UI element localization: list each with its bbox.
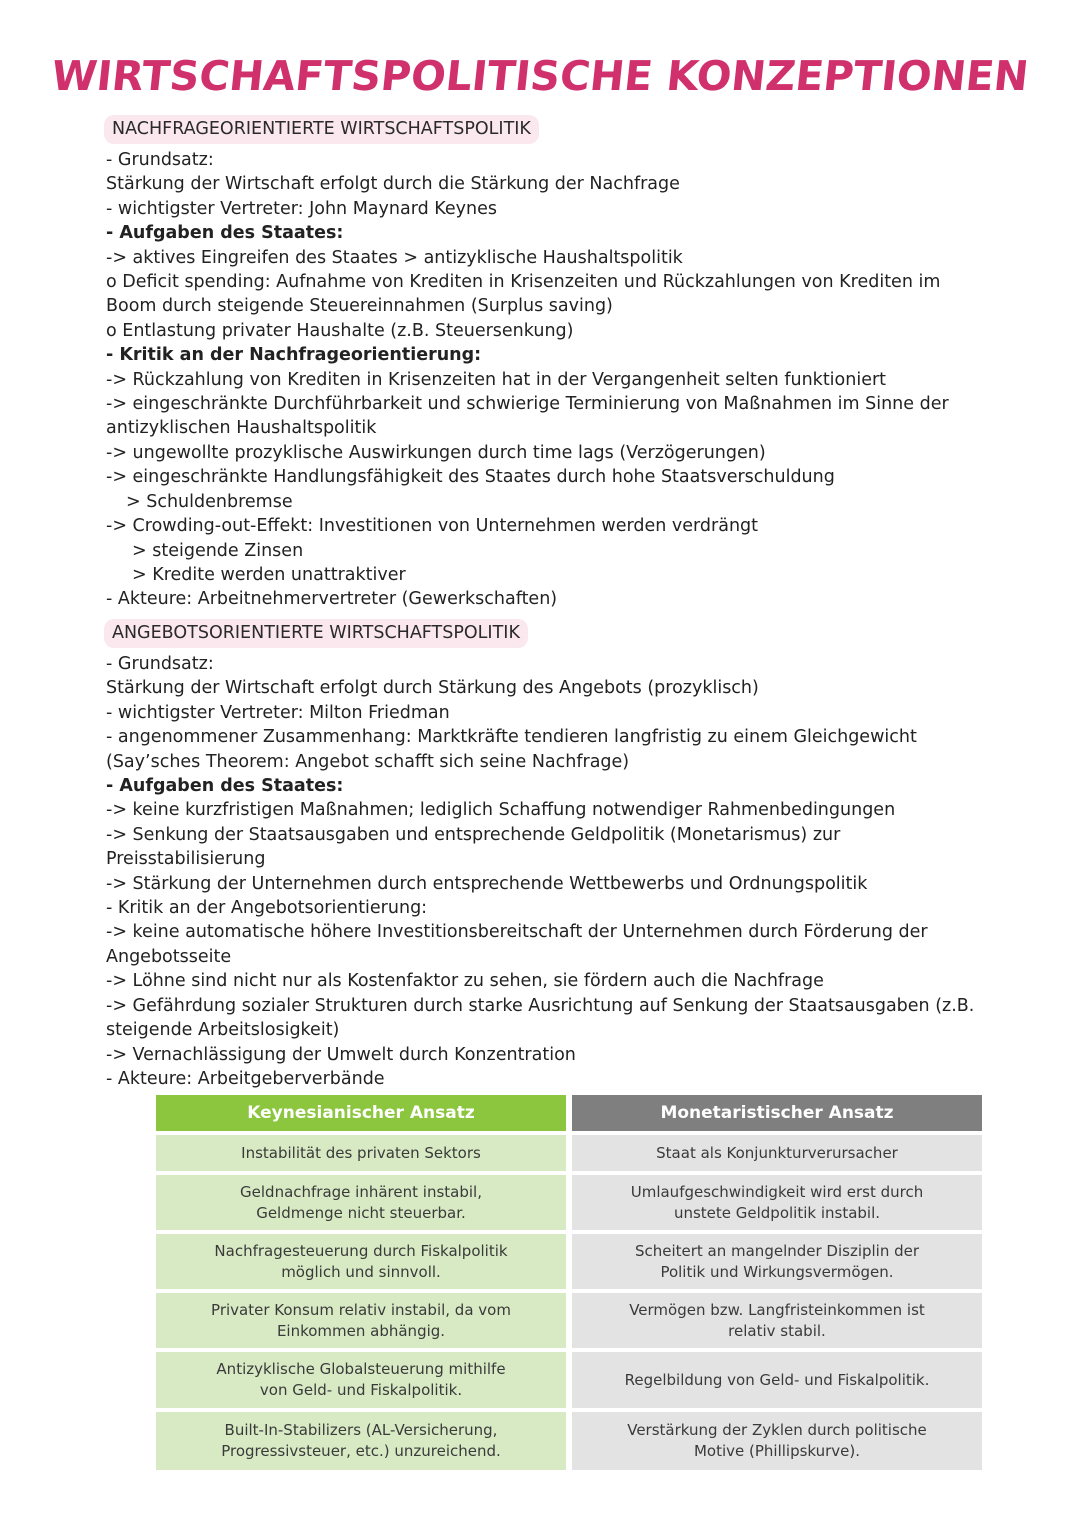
text-line: -> Rückzahlung von Krediten in Krisenzeiten hat in der Vergangenheit selten funktioniert: [106, 369, 887, 390]
text-line: - wichtigster Vertreter: John Maynard Keynes: [106, 198, 497, 219]
text-line: -> aktives Eingreifen des Staates > antizyklische Haushaltspolitik: [106, 247, 683, 268]
text-line: Stärkung der Wirtschaft erfolgt durch die Stärkung der Nachfrage: [106, 174, 680, 195]
table-cell: Regelbildung von Geld- und Fiskalpolitik.: [572, 1348, 982, 1408]
text-line: > steigende Zinsen: [132, 540, 304, 561]
text-line: - Kritik an der Angebotsorientierung:: [106, 898, 428, 919]
text-line: - wichtigster Vertreter: Milton Friedman: [106, 702, 450, 723]
text-line: Boom durch steigende Steuereinnahmen (Surplus saving): [106, 296, 613, 317]
text-line: -> eingeschränkte Durchführbarkeit und schwierige Terminierung von Maßnahmen im Sinne der: [106, 394, 949, 415]
section-nachfrage: [106, 115, 1036, 612]
text-line: - Grundsatz:: [106, 654, 214, 674]
table-header-monetar: Monetaristischer Ansatz: [572, 1095, 982, 1131]
table-cell: Antizyklische Globalsteuerung mithilfe von Geld- und Fiskalpolitik.: [156, 1348, 566, 1408]
table-cell: Verstärkung der Zyklen durch politische Motive (Phillipskurve).: [572, 1408, 982, 1470]
text-line: -> Crowding-out-Effekt: Investitionen von Unternehmen werden verdrängt: [106, 516, 759, 537]
text-line: Angebotsseite: [106, 946, 232, 967]
text-line: - Aufgaben des Staates:: [106, 776, 344, 797]
text-line: -> Senkung der Staatsausgaben und entsprechende Geldpolitik (Monetarismus) zur: [106, 824, 841, 845]
table-cell: Vermögen bzw. Langfristeinkommen ist relativ stabil.: [572, 1289, 982, 1348]
text-line: -> eingeschränkte Handlungsfähigkeit des Staates durch hohe Staatsverschuldung: [106, 467, 835, 488]
text-line: - Kritik an der Nachfrageorientierung:: [106, 345, 482, 366]
table-cell: Built-In-Stabilizers (AL-Versicherung, Progressivsteuer, etc.) unzureichend.: [156, 1408, 566, 1470]
text-line: - Akteure: Arbeitnehmervertreter (Gewerkschaften): [106, 589, 558, 610]
text-line: antizyklischen Haushaltspolitik: [106, 418, 377, 439]
text-line: Stärkung der Wirtschaft erfolgt durch Stärkung des Angebots (prozyklisch): [106, 678, 759, 699]
section-body-angebot: [106, 652, 1036, 1091]
section-heading-angebot: ANGEBOTSORIENTIERTE WIRTSCHAFTSPOLITIK: [104, 619, 528, 648]
text-line: > Kredite werden unattraktiver: [132, 564, 406, 585]
text-line: - Grundsatz:: [106, 150, 214, 170]
table-cell: Instabilität des privaten Sektors: [156, 1131, 566, 1171]
text-line: -> keine automatische höhere Investitionsbereitschaft der Unternehmen durch Förderung der: [106, 922, 928, 943]
section-angebot: [106, 619, 1036, 1091]
text-line: -> Stärkung der Unternehmen durch entsprechende Wettbewerbs und Ordnungspolitik: [106, 873, 868, 894]
text-line: -> Löhne sind nicht nur als Kostenfaktor zu sehen, sie fördern auch die Nachfrage: [106, 971, 824, 992]
text-line: o Entlastung privater Haushalte (z.B. Steuersenkung): [106, 320, 574, 341]
text-line: -> Gefährdung sozialer Strukturen durch starke Ausrichtung auf Senkung der Staatsausgaben (z.B.: [106, 995, 975, 1016]
section-heading-nachfrage: NACHFRAGEORIENTIERTE WIRTSCHAFTSPOLITIK: [104, 115, 539, 144]
table-cell: Nachfragesteuerung durch Fiskalpolitik möglich und sinnvoll.: [156, 1230, 566, 1289]
text-line: - Akteure: Arbeitgeberverbände: [106, 1068, 385, 1089]
text-line: o Deficit spending: Aufnahme von Krediten in Krisenzeiten und Rückzahlungen von Krediten im: [106, 272, 941, 293]
text-line: - angenommener Zusammenhang: Marktkräfte tendieren langfristig zu einem Gleichgewicht: [106, 727, 917, 748]
page-title: WIRTSCHAFTSPOLITISCHE KONZEPTIONEN: [49, 52, 1031, 100]
comparison-table: [156, 1095, 982, 1470]
table-cell: Scheitert an mangelnder Disziplin der Politik und Wirkungsvermögen.: [572, 1230, 982, 1289]
text-line: -> keine kurzfristigen Maßnahmen; lediglich Schaffung notwendiger Rahmenbedingungen: [106, 800, 896, 821]
section-body-nachfrage: [106, 148, 1036, 612]
table-cell: Staat als Konjunkturverursacher: [572, 1131, 982, 1171]
table-cell: Privater Konsum relativ instabil, da vom Einkommen abhängig.: [156, 1289, 566, 1348]
table-cell: Umlaufgeschwindigkeit wird erst durch unstete Geldpolitik instabil.: [572, 1171, 982, 1230]
text-line: -> ungewollte prozyklische Auswirkungen durch time lags (Verzögerungen): [106, 442, 766, 463]
table-header-keynes: Keynesianischer Ansatz: [156, 1095, 566, 1131]
text-line: -> Vernachlässigung der Umwelt durch Konzentration: [106, 1044, 576, 1065]
text-line: - Aufgaben des Staates:: [106, 223, 344, 244]
text-line: steigende Arbeitslosigkeit): [106, 1020, 340, 1041]
table-cell: Geldnachfrage inhärent instabil, Geldmenge nicht steuerbar.: [156, 1171, 566, 1230]
text-line: > Schuldenbremse: [126, 491, 293, 512]
text-line: Preisstabilisierung: [106, 849, 266, 870]
text-line: (Say’sches Theorem: Angebot schafft sich seine Nachfrage): [106, 751, 630, 772]
